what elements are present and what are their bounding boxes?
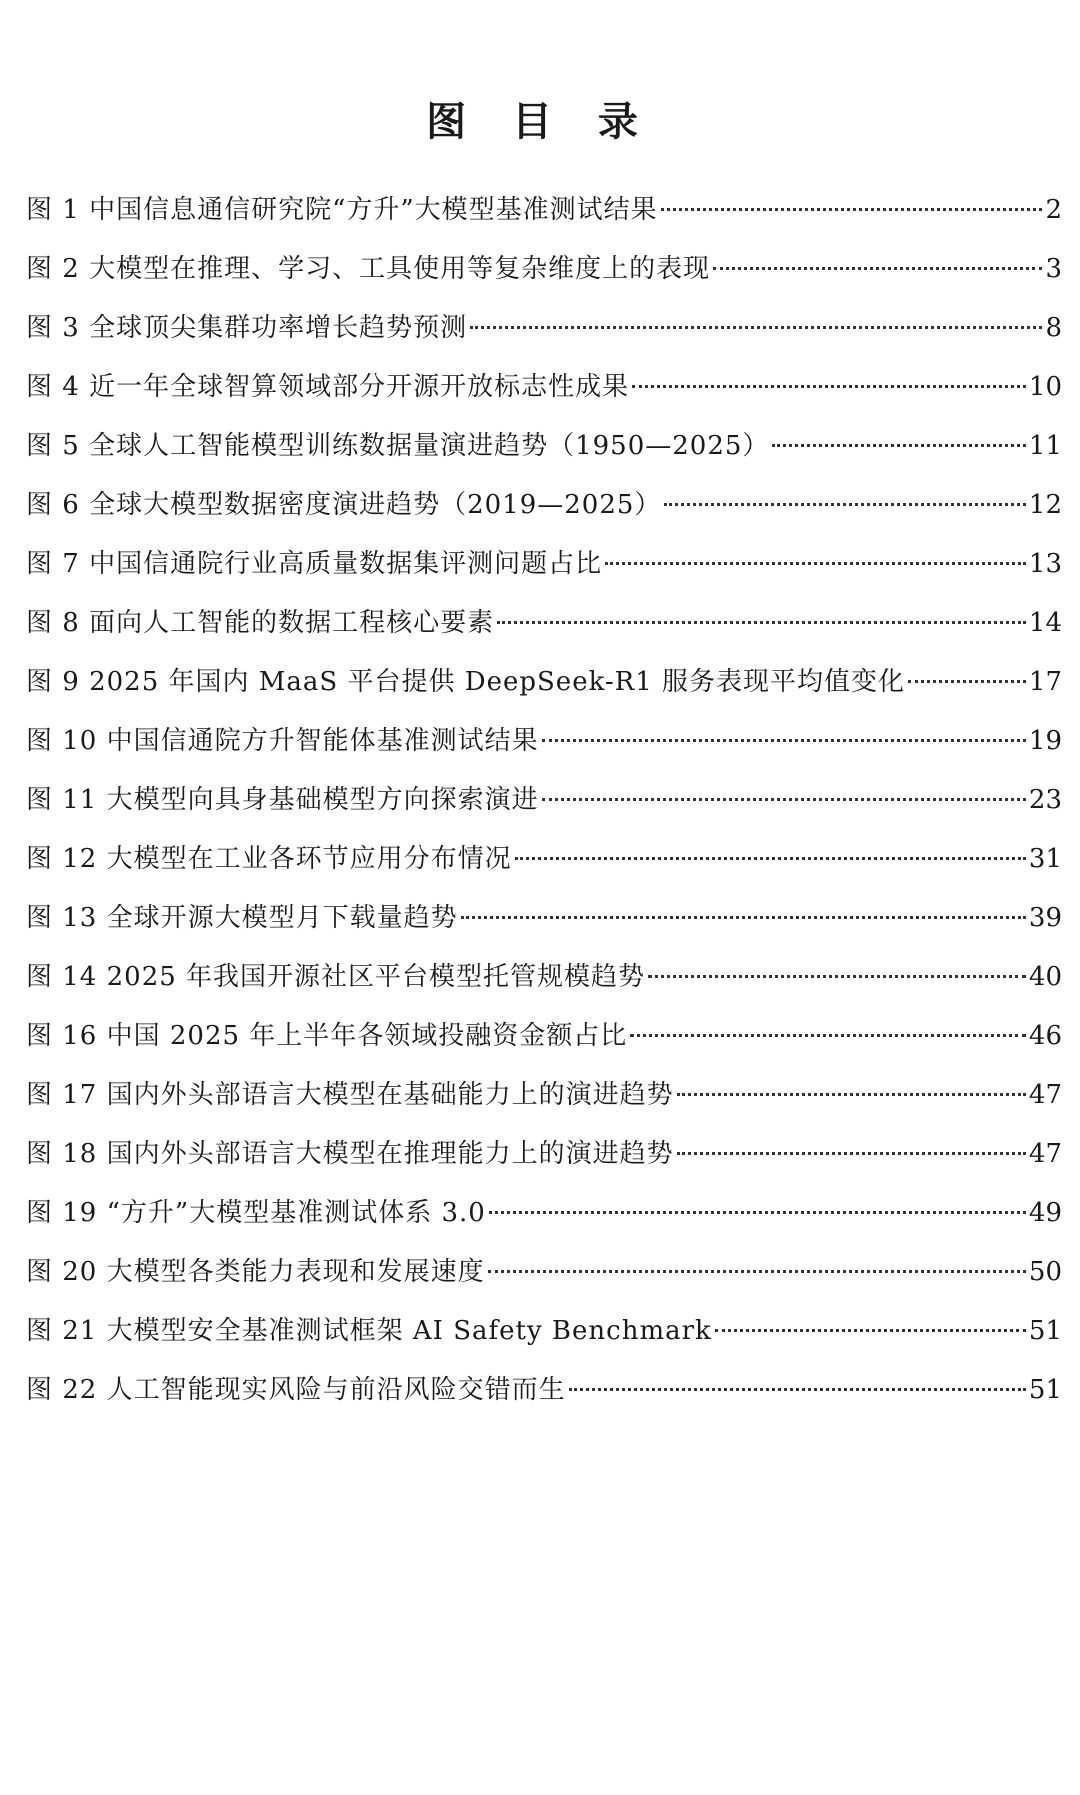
toc-entry-label: 图 2 大模型在推理、学习、工具使用等复杂维度上的表现 [26,254,711,284]
dot-leader [461,916,1026,919]
toc-entry-page-number: 11 [1028,431,1062,461]
dot-leader [908,680,1026,683]
toc-entry-page-number: 51 [1028,1316,1062,1346]
toc-entry-page-number: 19 [1028,726,1062,756]
page-title: 图 目 录 [426,99,654,145]
toc-entry-page-number: 14 [1028,608,1062,638]
toc-entry-label: 图 16 中国 2025 年上半年各领域投融资金额占比 [26,1021,628,1051]
dot-leader [677,1093,1026,1096]
toc-entry[interactable] [26,712,1062,771]
toc-entry[interactable] [26,948,1062,1007]
dot-leader [664,503,1025,506]
toc-entry[interactable] [26,240,1062,299]
toc-entry-label: 图 3 全球顶尖集群功率增长趋势预测 [26,313,468,343]
toc-entry-label: 图 5 全球人工智能模型训练数据量演进趋势（1950—2025） [26,431,770,461]
toc-entry[interactable] [26,771,1062,830]
toc-entry[interactable] [26,1361,1062,1420]
toc-entry-page-number: 50 [1028,1257,1062,1287]
dot-leader [772,444,1025,447]
toc-entry-page-number: 8 [1045,313,1062,343]
toc-entry-label: 图 8 面向人工智能的数据工程核心要素 [26,608,495,638]
toc-entry-page-number: 40 [1028,962,1062,992]
toc-entry[interactable] [26,1125,1062,1184]
toc-entry-label: 图 18 国内外头部语言大模型在推理能力上的演进趋势 [26,1139,674,1169]
toc-entry-page-number: 46 [1028,1021,1062,1051]
toc-entry-page-number: 49 [1028,1198,1062,1228]
toc-entry-page-number: 2 [1045,195,1062,225]
dot-leader [569,1388,1026,1391]
dot-leader [542,739,1026,742]
toc-entry-page-number: 51 [1028,1375,1062,1405]
toc-entry[interactable] [26,1243,1062,1302]
dot-leader [489,1211,1026,1214]
toc-entry-label: 图 1 中国信息通信研究院“方升”大模型基准测试结果 [26,195,658,225]
toc-entry-label: 图 6 全球大模型数据密度演进趋势（2019—2025） [26,490,662,520]
toc-entry-label: 图 21 大模型安全基准测试框架 AI Safety Benchmark [26,1316,712,1346]
toc-entry-label: 图 12 大模型在工业各环节应用分布情况 [26,844,512,874]
toc-entry-page-number: 10 [1028,372,1062,402]
figure-list [26,181,1062,1420]
toc-entry-page-number: 23 [1028,785,1062,815]
toc-entry-label: 图 14 2025 年我国开源社区平台模型托管规模趋势 [26,962,646,992]
toc-entry[interactable] [26,1066,1062,1125]
toc-entry-label: 图 22 人工智能现实风险与前沿风险交错而生 [26,1375,566,1405]
dot-leader [488,1270,1026,1273]
dot-leader [715,1329,1026,1332]
toc-entry-label: 图 20 大模型各类能力表现和发展速度 [26,1257,485,1287]
toc-entry-label: 图 10 中国信通院方升智能体基准测试结果 [26,726,539,756]
toc-entry-label: 图 7 中国信通院行业高质量数据集评测问题占比 [26,549,603,579]
toc-entry[interactable] [26,358,1062,417]
toc-entry[interactable] [26,417,1062,476]
toc-entry[interactable] [26,830,1062,889]
dot-leader [515,857,1026,860]
dot-leader [497,621,1026,624]
toc-entry-label: 图 9 2025 年国内 MaaS 平台提供 DeepSeek-R1 服务表现平均值变化 [26,667,906,697]
dot-leader [605,562,1026,565]
toc-entry[interactable] [26,1007,1062,1066]
dot-leader [632,385,1026,388]
toc-entry[interactable] [26,889,1062,948]
dot-leader [713,267,1042,270]
dot-leader [677,1152,1026,1155]
toc-entry-label: 图 4 近一年全球智算领域部分开源开放标志性成果 [26,372,630,402]
toc-entry-label: 图 19 “方升”大模型基准测试体系 3.0 [26,1198,486,1228]
toc-entry-label: 图 17 国内外头部语言大模型在基础能力上的演进趋势 [26,1080,674,1110]
toc-entry[interactable] [26,181,1062,240]
toc-entry-page-number: 31 [1028,844,1062,874]
toc-entry[interactable] [26,535,1062,594]
toc-entry-page-number: 39 [1028,903,1062,933]
toc-entry[interactable] [26,476,1062,535]
toc-entry-page-number: 12 [1028,490,1062,520]
dot-leader [648,975,1026,978]
toc-entry-label: 图 11 大模型向具身基础模型方向探索演进 [26,785,539,815]
dot-leader [542,798,1026,801]
dot-leader [661,208,1043,211]
toc-entry-label: 图 13 全球开源大模型月下载量趋势 [26,903,458,933]
dot-leader [630,1034,1026,1037]
toc-entry[interactable] [26,1302,1062,1361]
toc-entry-page-number: 3 [1045,254,1062,284]
dot-leader [470,326,1042,329]
toc-entry[interactable] [26,594,1062,653]
toc-entry-page-number: 47 [1028,1139,1062,1169]
toc-entry[interactable] [26,653,1062,712]
toc-entry[interactable] [26,1184,1062,1243]
toc-entry[interactable] [26,299,1062,358]
toc-entry-page-number: 47 [1028,1080,1062,1110]
toc-entry-page-number: 13 [1028,549,1062,579]
toc-entry-page-number: 17 [1028,667,1062,697]
